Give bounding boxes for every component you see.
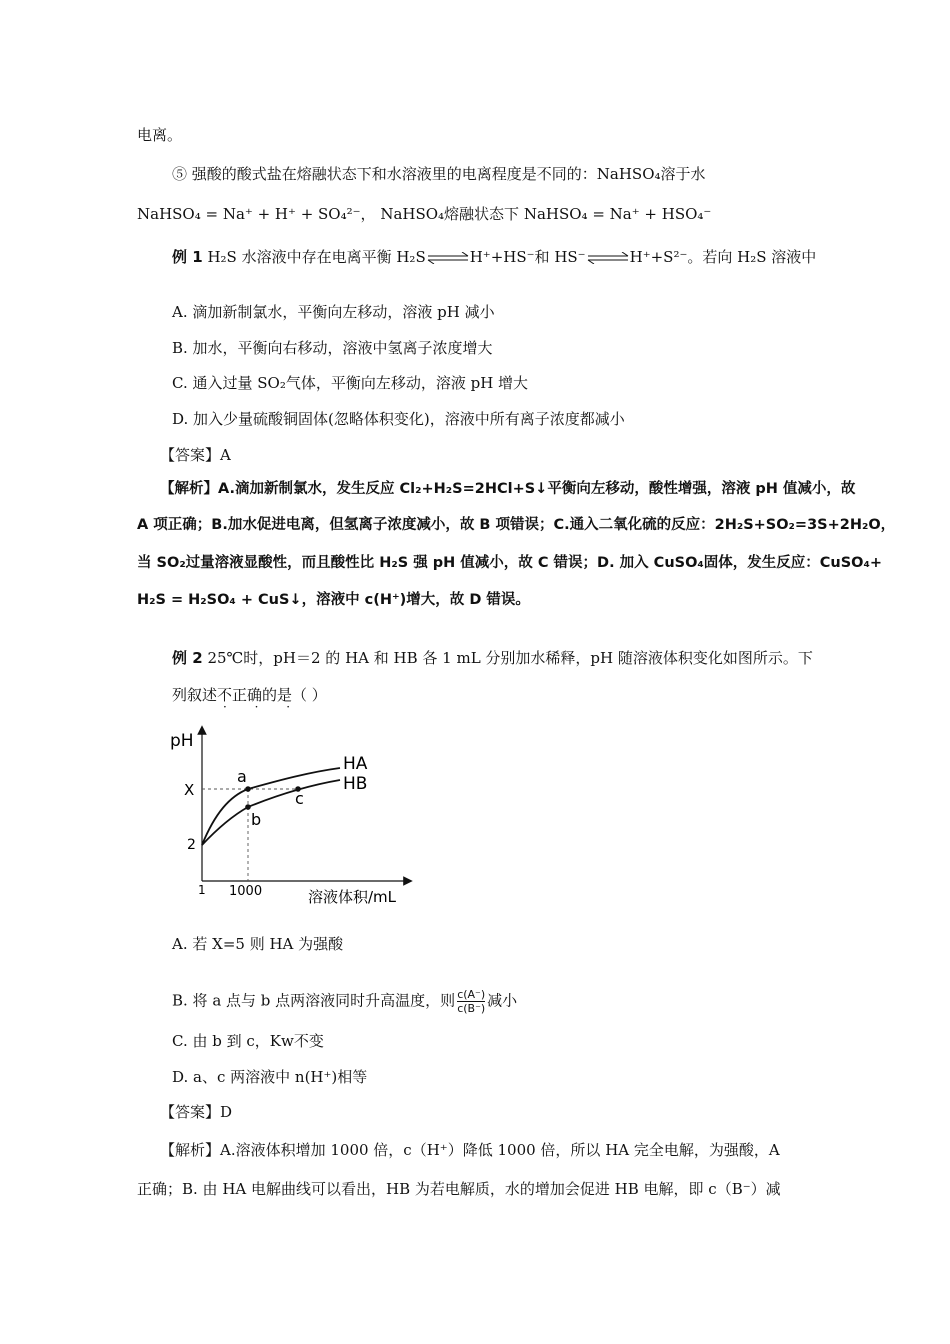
- x-axis-label: 溶液体积/mL: [308, 888, 397, 906]
- y-tick-2: 2: [187, 837, 196, 853]
- ex1-option-c: C. 通入过量 SO₂气体，平衡向左移动，溶液 pH 增大: [172, 374, 529, 392]
- ex2-analysis-2: 正确；B. 由 HA 电解曲线可以看出，HB 为若电解质，水的增加会促进 HB 电解，即 c（B⁻）减: [137, 1180, 781, 1198]
- ex2-analysis-1: 【解析】A.溶液体积增加 1000 倍，c（H⁺）降低 1000 倍，所以 HA 完全电解，为强酸，A: [160, 1141, 780, 1159]
- fraction: [457, 988, 485, 1015]
- example1-label: 例 1: [172, 248, 203, 266]
- series-hb-line: [202, 780, 340, 845]
- example1-stem: 例 1 H₂S 水溶液中存在电离平衡 H₂S H⁺+HS⁻和 HS⁻ H⁺+S²⁻。若向 H₂S 溶液中: [172, 248, 817, 266]
- para-equations: NaHSO₄ = Na⁺ + H⁺ + SO₄²⁻， NaHSO₄熔融状态下 NaHSO₄ = Na⁺ + HSO₄⁻: [137, 205, 712, 223]
- y-tick-x: X: [184, 781, 195, 799]
- para-ionization-end: 电离。: [137, 126, 183, 144]
- fraction-denominator: c(B⁻): [457, 1002, 486, 1015]
- y-axis-label: pH: [170, 731, 194, 751]
- point-a: [245, 786, 251, 792]
- point-b: [245, 804, 251, 810]
- ex2-option-d: D. a、c 两溶液中 n(H⁺)相等: [172, 1068, 368, 1086]
- point-b-label: b: [251, 810, 262, 829]
- ph-dilution-chart: [160, 718, 420, 918]
- series-ha-line: [202, 768, 340, 845]
- emphasis-dots: · · ·: [223, 700, 303, 714]
- series-ha-label: HA: [343, 754, 368, 774]
- ex1-option-a: A. 滴加新制氯水，平衡向左移动，溶液 pH 减小: [172, 303, 495, 321]
- ex2-option-a: A. 若 X=5 则 HA 为强酸: [172, 935, 344, 953]
- ex1-answer: 【答案】A: [160, 446, 231, 464]
- equilibrium-arrow-icon: [426, 252, 470, 264]
- x-tick-1: 1: [198, 883, 206, 897]
- ex1-option-b: B. 加水，平衡向右移动，溶液中氢离子浓度增大: [172, 339, 493, 357]
- ex2-option-c: C. 由 b 到 c，Kw不变: [172, 1032, 324, 1050]
- example2-label: 例 2: [172, 649, 203, 667]
- ex1-analysis-1: 【解析】A.滴加新制氯水，发生反应 Cl₂+H₂S=2HCl+S↓平衡向左移动，酸性增强，溶液 pH 值减小，故: [160, 481, 856, 497]
- ex1-analysis-2: A 项正确；B.加水促进电离，但氢离子浓度减小，故 B 项错误；C.通入二氧化硫的反应：2H₂S+SO₂=3S+2H₂O，: [137, 517, 896, 533]
- ex1-analysis-4: H₂S = H₂SO₄ + CuS↓，溶液中 c(H⁺)增大，故 D 错误。: [137, 592, 530, 608]
- fraction-numerator: c(A⁻): [457, 988, 486, 1001]
- example2-stem-line2: 列叙述不正确的是（ ）: [172, 686, 327, 704]
- x-tick-1000: 1000: [229, 884, 263, 899]
- ex2-answer: 【答案】D: [160, 1103, 233, 1121]
- series-hb-label: HB: [343, 774, 368, 794]
- equilibrium-arrow-icon: [586, 252, 630, 264]
- ex1-analysis-3: 当 SO₂过量溶液显酸性，而且酸性比 H₂S 强 pH 值减小，故 C 错误；D. 加入 CuSO₄固体，发生反应：CuSO₄+: [137, 555, 882, 571]
- ex1-option-d: D. 加入少量硫酸铜固体(忽略体积变化)，溶液中所有离子浓度都减小: [172, 410, 625, 428]
- example2-stem: 例 2 25℃时，pH＝2 的 HA 和 HB 各 1 mL 分别加水稀释，pH 随溶液体积变化如图所示。下: [172, 649, 813, 667]
- para-acid-salt: ⑤ 强酸的酸式盐在熔融状态下和水溶液里的电离程度是不同的：NaHSO₄溶于水: [172, 165, 706, 183]
- point-c-label: c: [295, 789, 304, 808]
- ex2-option-b: B. 将 a 点与 b 点两溶液同时升高温度，则 $\frac{c(A^-)}{c(B^-)}$ 减小: [172, 988, 518, 1015]
- point-a-label: a: [237, 767, 247, 786]
